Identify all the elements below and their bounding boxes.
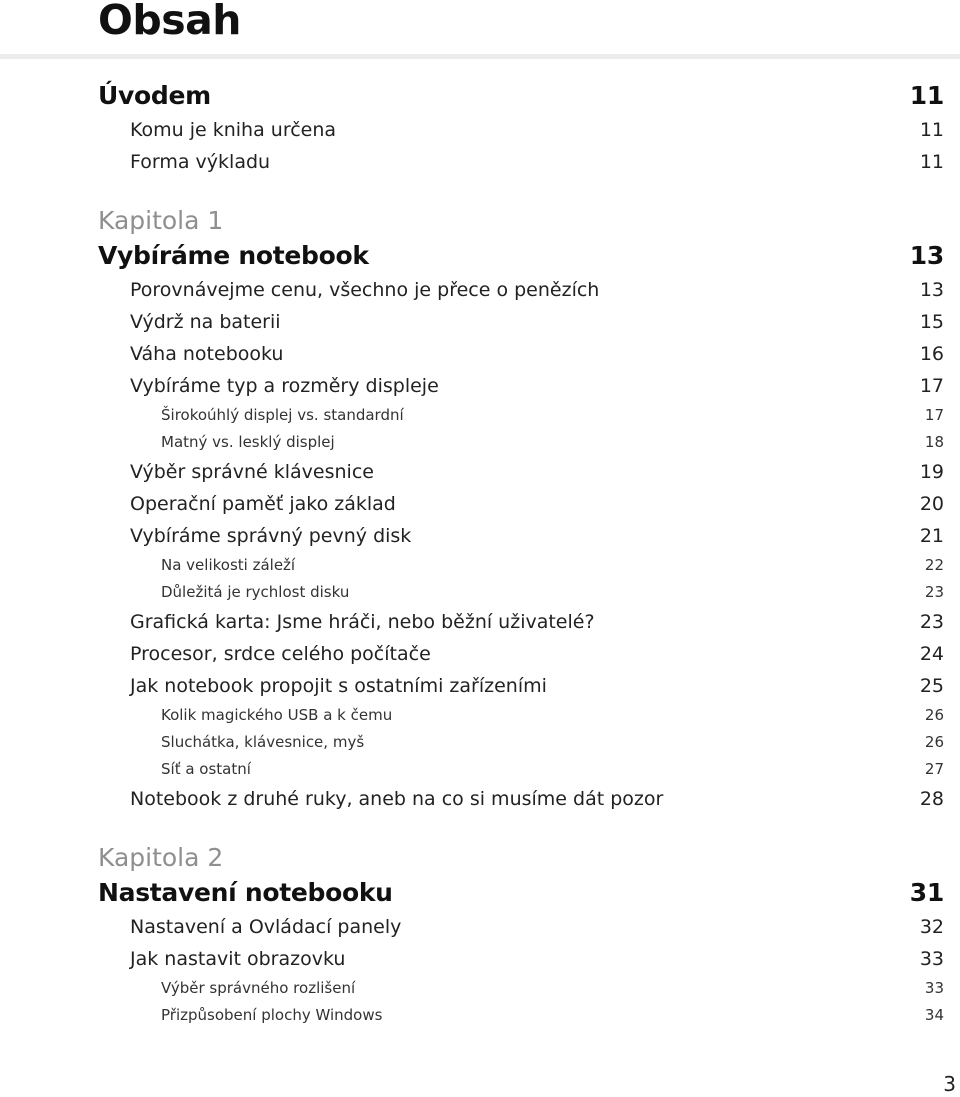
toc-entry-page: 33 — [919, 948, 944, 970]
toc-entry-label: Operační paměť jako základ — [130, 493, 396, 515]
toc-subentry[interactable] — [98, 756, 944, 783]
toc-entry-label: Vybíráme notebook — [98, 241, 369, 270]
toc-entry-page: 31 — [909, 878, 944, 907]
toc-entry-label: Úvodem — [98, 81, 211, 110]
toc-entry-label: Vybíráme správný pevný disk — [130, 525, 412, 547]
toc-entry-page: 16 — [919, 343, 944, 365]
toc-entry-label: Váha notebooku — [130, 343, 284, 365]
toc-entry-page: 20 — [919, 493, 944, 515]
toc-entry-page: 11 — [909, 81, 944, 110]
toc-entry-label: Na velikosti záleží — [161, 556, 296, 574]
toc-entry-page: 27 — [924, 760, 944, 778]
toc-entry-page: 23 — [919, 611, 944, 633]
page-number: 3 — [943, 1072, 956, 1096]
toc-entry-label: Jak nastavit obrazovku — [130, 948, 346, 970]
toc-entry-page: 34 — [924, 1006, 944, 1024]
toc-entry[interactable] — [98, 911, 944, 943]
toc-entry-label: Grafická karta: Jsme hráči, nebo běžní uživatelé? — [130, 611, 595, 633]
toc-entry-page: 17 — [924, 406, 944, 424]
toc-entry-label: Porovnávejme cenu, všechno je přece o penězích — [130, 279, 600, 301]
table-of-contents — [98, 70, 944, 1029]
toc-entry[interactable] — [98, 520, 944, 552]
toc-entry[interactable] — [98, 146, 944, 178]
toc-subentry[interactable] — [98, 729, 944, 756]
toc-entry-label: Matný vs. lesklý displej — [161, 433, 335, 451]
toc-entry-label: Výběr správného rozlišení — [161, 979, 356, 997]
toc-subentry[interactable] — [98, 702, 944, 729]
toc-entry-page: 24 — [919, 643, 944, 665]
toc-entry-page: 15 — [919, 311, 944, 333]
toc-entry-label: Síť a ostatní — [161, 760, 251, 778]
toc-entry-page: 28 — [919, 788, 944, 810]
toc-entry[interactable] — [98, 488, 944, 520]
toc-entry[interactable] — [98, 783, 944, 815]
toc-entry-label: Procesor, srdce celého počítače — [130, 643, 431, 665]
toc-entry[interactable] — [98, 943, 944, 975]
toc-entry-label: Forma výkladu — [130, 151, 271, 173]
toc-entry-label: Širokoúhlý displej vs. standardní — [161, 406, 404, 424]
chapter-1-label: Kapitola 1 — [98, 206, 224, 235]
toc-entry-label: Sluchátka, klávesnice, myš — [161, 733, 365, 751]
toc-subentry[interactable] — [98, 579, 944, 606]
toc-entry-page: 11 — [919, 119, 944, 141]
toc-subentry[interactable] — [98, 429, 944, 456]
toc-entry[interactable] — [98, 114, 944, 146]
toc-entry-label: Přizpůsobení plochy Windows — [161, 1006, 383, 1024]
toc-subentry[interactable] — [98, 402, 944, 429]
page-title: Obsah — [98, 0, 241, 44]
toc-entry[interactable] — [98, 670, 944, 702]
toc-entry-page: 11 — [919, 151, 944, 173]
toc-entry-label: Komu je kniha určena — [130, 119, 337, 141]
toc-entry-label: Jak notebook propojit s ostatními zařízeními — [130, 675, 547, 697]
toc-entry-label: Vybíráme typ a rozměry displeje — [130, 375, 439, 397]
toc-entry-label: Notebook z druhé ruky, aneb na co si musíme dát pozor — [130, 788, 664, 810]
chapter-2-label: Kapitola 2 — [98, 843, 224, 872]
toc-entry-page: 26 — [924, 733, 944, 751]
toc-entry[interactable] — [98, 638, 944, 670]
toc-entry-page: 18 — [924, 433, 944, 451]
toc-entry[interactable] — [98, 338, 944, 370]
toc-entry-page: 26 — [924, 706, 944, 724]
toc-entry-page: 25 — [919, 675, 944, 697]
toc-entry[interactable] — [98, 456, 944, 488]
toc-subentry[interactable] — [98, 552, 944, 579]
toc-heading-chapter-2[interactable] — [98, 875, 944, 911]
toc-subentry[interactable] — [98, 975, 944, 1002]
toc-entry-label: Kolik magického USB a k čemu — [161, 706, 393, 724]
toc-entry[interactable] — [98, 370, 944, 402]
toc-entry-label: Výdrž na baterii — [130, 311, 281, 333]
toc-entry-page: 21 — [919, 525, 944, 547]
toc-entry-page: 23 — [924, 583, 944, 601]
title-divider — [0, 54, 960, 59]
toc-entry-page: 33 — [924, 979, 944, 997]
toc-heading-intro[interactable] — [98, 78, 944, 114]
toc-subentry[interactable] — [98, 1002, 944, 1029]
toc-entry[interactable] — [98, 306, 944, 338]
toc-heading-chapter-1[interactable] — [98, 238, 944, 274]
toc-entry-page: 13 — [909, 241, 944, 270]
toc-entry[interactable] — [98, 274, 944, 306]
toc-entry-page: 22 — [924, 556, 944, 574]
toc-entry-label: Nastavení a Ovládací panely — [130, 916, 402, 938]
toc-entry-page: 17 — [919, 375, 944, 397]
toc-entry-page: 32 — [919, 916, 944, 938]
toc-entry-label: Nastavení notebooku — [98, 878, 393, 907]
toc-entry[interactable] — [98, 606, 944, 638]
toc-entry-label: Výběr správné klávesnice — [130, 461, 374, 483]
toc-entry-page: 13 — [919, 279, 944, 301]
toc-entry-label: Důležitá je rychlost disku — [161, 583, 350, 601]
toc-entry-page: 19 — [919, 461, 944, 483]
